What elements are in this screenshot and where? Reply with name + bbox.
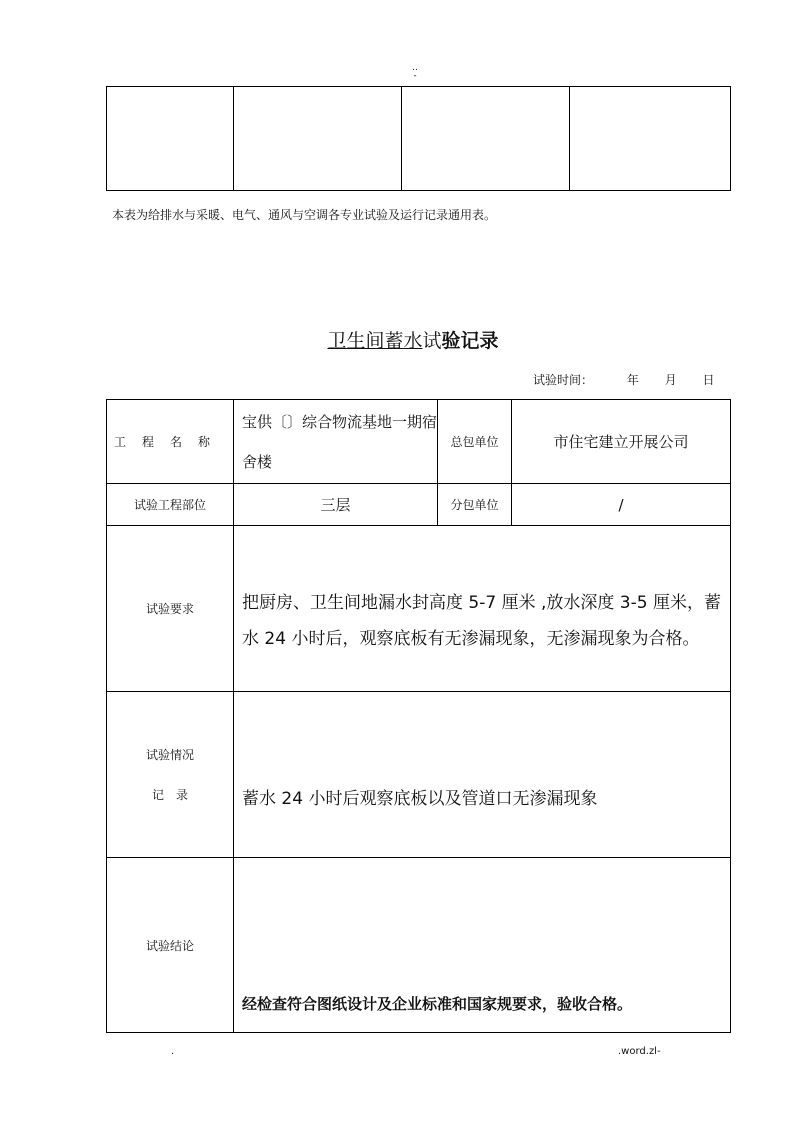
project-name-label: 工程名称 <box>107 400 234 484</box>
test-date-line <box>533 371 715 388</box>
footer-left-mark: . <box>171 1046 175 1057</box>
empty-cell <box>570 87 731 191</box>
year-label: 年 <box>626 373 639 387</box>
header-mark: .. - <box>412 63 418 81</box>
test-record-label-line1: 试验情况 <box>145 747 194 762</box>
title-part-underlined: 卫生间蓄水 <box>327 330 423 352</box>
table-row <box>107 484 731 526</box>
month-label: 月 <box>664 373 677 387</box>
table-note: 本表为给排水与采暖、电气、通风与空调各专业试验及运行记录通用表。 <box>112 208 497 222</box>
table-row <box>107 526 731 692</box>
test-requirement-label: 试验要求 <box>107 526 234 692</box>
general-contractor-value: 市住宅建立开展公司 <box>512 400 731 484</box>
subcontractor-label: 分包单位 <box>438 484 512 526</box>
table-row <box>107 87 731 191</box>
page-title <box>0 326 794 353</box>
test-conclusion-label: 试验结论 <box>107 858 234 1033</box>
general-contractor-label: 总包单位 <box>438 400 512 484</box>
test-date-label: 试验时间： <box>533 373 594 387</box>
subcontractor-value: / <box>512 484 731 526</box>
test-record-label <box>107 692 234 858</box>
empty-cell <box>234 87 402 191</box>
test-record-label-line2: 记 录 <box>151 787 188 802</box>
test-location-value: 三层 <box>234 484 438 526</box>
water-test-record-table <box>106 399 731 1033</box>
footer-right-mark: .word.zl- <box>618 1046 661 1057</box>
test-record-value: 蓄水 24 小时后观察底板以及管道口无渗漏现象 <box>234 692 731 858</box>
test-requirement-value: 把厨房、卫生间地漏水封高度 5-7 厘米 ,放水深度 3-5 厘米，蓄水 24 小时后，观察底板有无渗漏现象，无渗漏现象为合格。 <box>234 526 731 692</box>
table-row <box>107 692 731 858</box>
title-part-plain: 试 <box>422 330 442 352</box>
title-part-bold: 验记录 <box>441 330 499 352</box>
table-row <box>107 400 731 484</box>
previous-record-table <box>106 86 731 191</box>
day-label: 日 <box>702 373 715 387</box>
table-row <box>107 858 731 1033</box>
project-name-value: 宝供〔〕综合物流基地一期宿舍楼 <box>234 400 438 484</box>
test-location-label: 试验工程部位 <box>107 484 234 526</box>
empty-cell <box>107 87 234 191</box>
empty-cell <box>402 87 570 191</box>
test-conclusion-value: 经检查符合图纸设计及企业标准和国家规要求，验收合格。 <box>234 858 731 1033</box>
